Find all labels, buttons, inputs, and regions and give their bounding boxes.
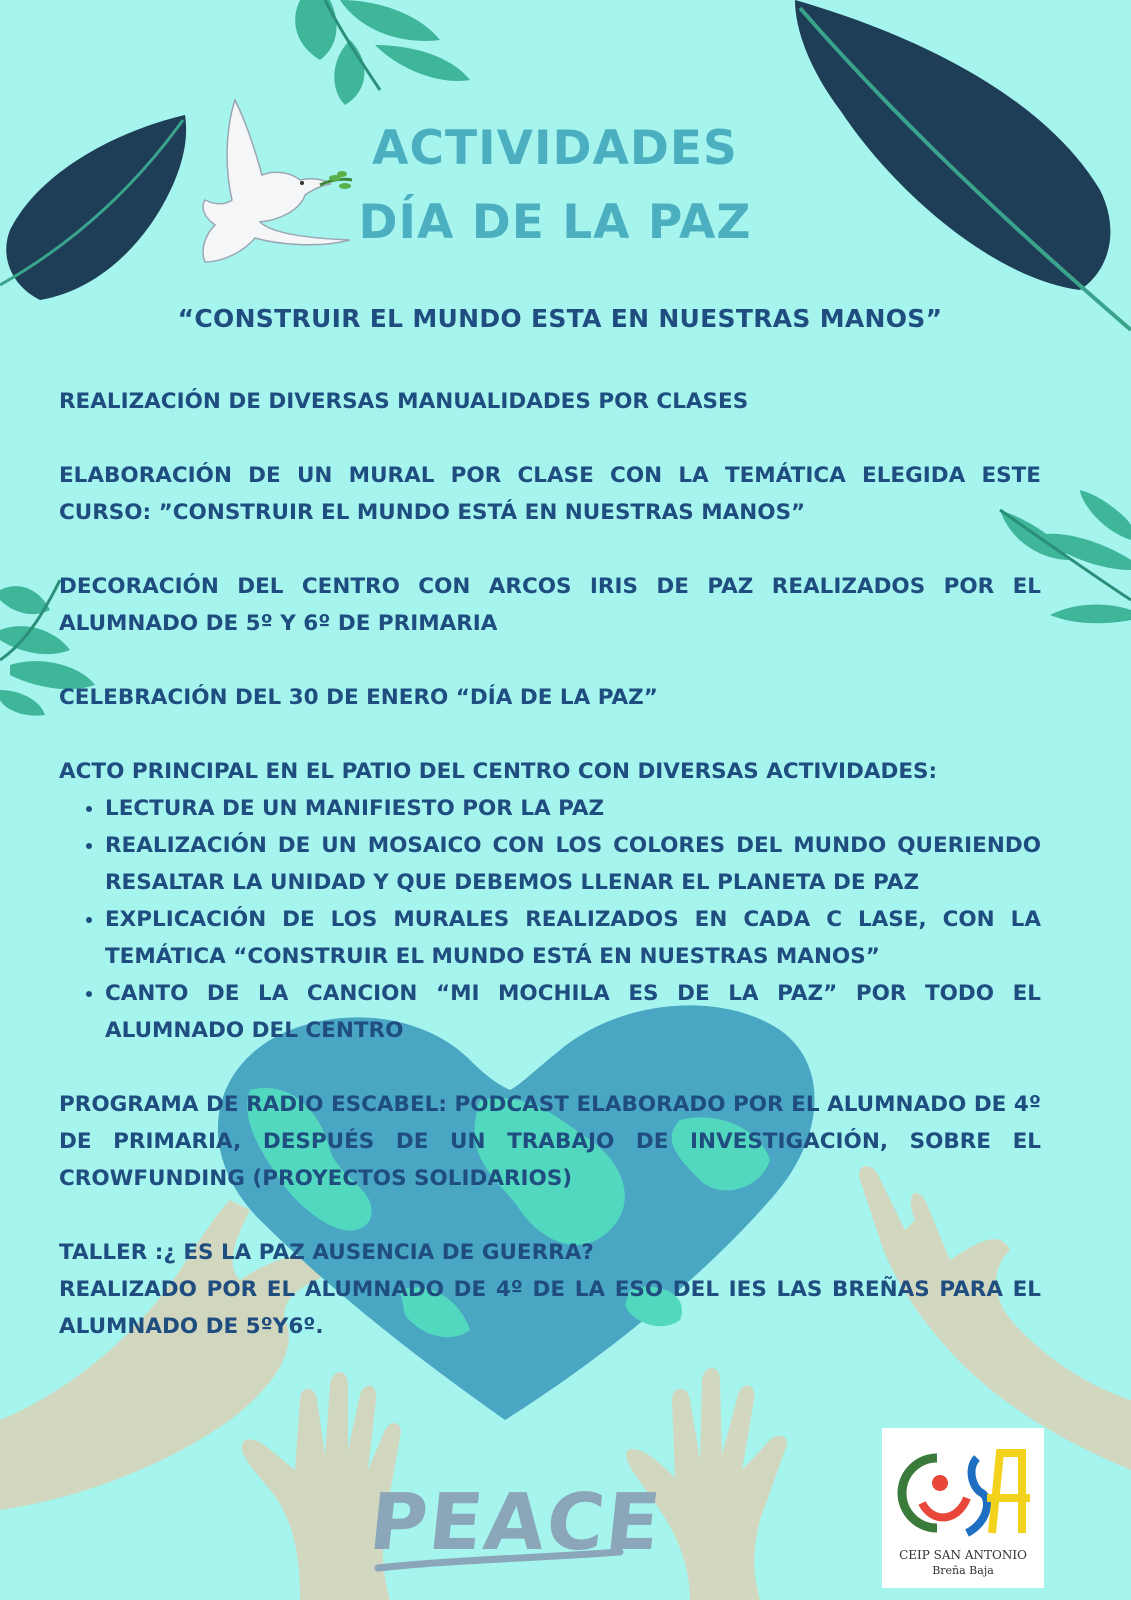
paragraph-realizado: REALIZADO POR EL ALUMNADO DE 4º DE LA ESO DEL IES LAS BREÑAS PARA EL ALUMNADO DE 5ºY6º.: [59, 1277, 1041, 1339]
page-title: [330, 112, 780, 260]
paragraph-celebracion: CELEBRACIÓN DEL 30 DE ENERO “DÍA DE LA PAZ”: [59, 685, 658, 710]
paragraph-taller: TALLER :¿ ES LA PAZ AUSENCIA DE GUERRA?: [59, 1240, 594, 1265]
paragraph-manualidades: REALIZACIÓN DE DIVERSAS MANUALIDADES POR CLASES: [59, 389, 749, 414]
school-logo: [882, 1428, 1044, 1588]
title-line-2: DÍA DE LA PAZ: [358, 195, 752, 250]
logo-school-place: Breña Baja: [932, 1564, 994, 1577]
activity-list: [59, 790, 1041, 1049]
leaf-icon: [295, 0, 470, 105]
logo-mark: [882, 1428, 1044, 1548]
peace-lettering: PEACE: [365, 1478, 667, 1568]
list-item: • CANTO DE LA CANCION “MI MOCHILA ES DE LA PAZ” POR TODO EL ALUMNADO DEL CENTRO: [105, 975, 1041, 1049]
list-item: • LECTURA DE UN MANIFIESTO POR LA PAZ: [105, 790, 1041, 827]
list-item: • EXPLICACIÓN DE LOS MURALES REALIZADOS EN CADA C LASE, CON LA TEMÁTICA “CONSTRUIR EL MUNDO ESTÁ EN NUESTRAS MANOS”: [105, 901, 1041, 975]
paragraph-programa: PROGRAMA DE RADIO ESCABEL: PODCAST ELABORADO POR EL ALUMNADO DE 4º DE PRIMARIA, DESPUÉS DE UN TRABAJO DE INVESTIGACIÓN, SOBRE EL CROWFUNDING (PROYECTOS SOLIDARIOS): [59, 1092, 1041, 1191]
list-item: • REALIZACIÓN DE UN MOSAICO CON LOS COLORES DEL MUNDO QUERIENDO RESALTAR LA UNIDAD Y QUE DEBEMOS LLENAR EL PLANETA DE PAZ: [105, 827, 1041, 901]
title-line-1: ACTIVIDADES: [372, 121, 738, 176]
logo-school-name: CEIP SAN ANTONIO: [899, 1548, 1027, 1562]
activities-content: [59, 383, 1041, 1382]
paragraph-mural: ELABORACIÓN DE UN MURAL POR CLASE CON LA TEMÁTICA ELEGIDA ESTE CURSO: ”CONSTRUIR EL MUNDO ESTÁ EN NUESTRAS MANOS”: [59, 463, 1041, 525]
slogan: “CONSTRUIR EL MUNDO ESTA EN NUESTRAS MANOS”: [177, 304, 943, 333]
paragraph-decoracion: DECORACIÓN DEL CENTRO CON ARCOS IRIS DE PAZ REALIZADOS POR EL ALUMNADO DE 5º Y 6º DE PRIMARIA: [59, 574, 1041, 636]
paragraph-acto: ACTO PRINCIPAL EN EL PATIO DEL CENTRO CON DIVERSAS ACTIVIDADES:: [59, 759, 938, 784]
